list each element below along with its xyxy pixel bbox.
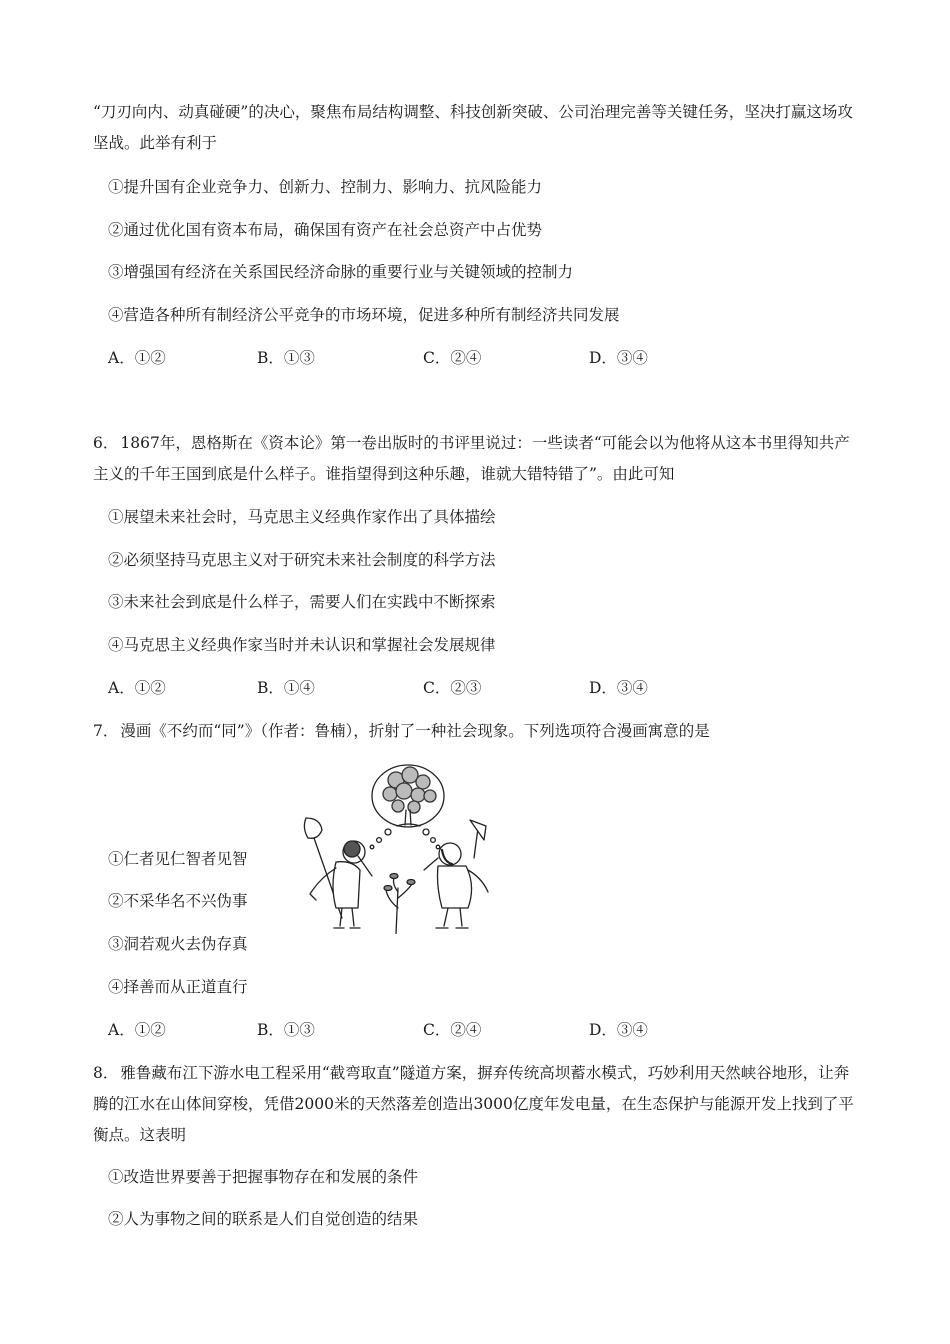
q6-answer-a[interactable]: A．①②	[108, 679, 166, 697]
q6-number: 6．	[93, 434, 119, 452]
q5-answer-d[interactable]: D．③④	[589, 349, 648, 367]
cartoon-illustration	[292, 758, 500, 934]
q5-stem: “刀刃向内、动真碰硬”的决心，聚焦布局结构调整、科技创新突破、公司治理完善等关键任务，坚决打赢这场攻坚战。此举有利于	[93, 103, 853, 152]
q5-answer-a[interactable]: A．①②	[108, 349, 166, 367]
q7-answer-d[interactable]: D．③④	[589, 1021, 648, 1039]
q5-option-2: ②通过优化国有资本布局，确保国有资产在社会总资产中占优势	[108, 221, 543, 239]
q7-option-4: ④择善而从正道直行	[108, 978, 248, 996]
q5-option-4: ④营造各种所有制经济公平竞争的市场环境，促进多种所有制经济共同发展	[108, 306, 620, 324]
q7-stem	[93, 720, 710, 742]
q5-option-3: ③增强国有经济在关系国民经济命脉的重要行业与关键领域的控制力	[108, 263, 574, 281]
q6-answer-b[interactable]: B．①④	[257, 679, 315, 697]
q7-option-1: ①仁者见仁智者见智	[108, 850, 248, 868]
q8-stem-text: 雅鲁藏布江下游水电工程采用“截弯取直”隧道方案，摒弃传统高坝蓄水模式，巧妙利用天然峡谷地形，让奔腾的江水在山体间穿梭，凭借2000米的天然落差创造出3000亿度年发电量，在生态保护与能源开发上找到了平衡点。这表明	[93, 1064, 854, 1144]
q6-option-4: ④马克思主义经典作家当时并未认识和掌握社会发展规律	[108, 636, 496, 654]
q6-stem	[93, 428, 863, 490]
q6-answer-c[interactable]: C．②③	[423, 679, 482, 697]
q5-answer-c[interactable]: C．②④	[423, 349, 482, 367]
q7-answer-b[interactable]: B．①③	[257, 1021, 315, 1039]
q6-option-1: ①展望未来社会时，马克思主义经典作家作出了具体描绘	[108, 508, 496, 526]
q7-answer-c[interactable]: C．②④	[423, 1021, 482, 1039]
q8-stem	[93, 1058, 863, 1151]
q8-number: 8．	[93, 1064, 119, 1082]
q6-option-3: ③未来社会到底是什么样子，需要人们在实践中不断探索	[108, 593, 496, 611]
q7-stem-text: 漫画《不约而“同”》（作者：鲁楠），折射了一种社会现象。下列选项符合漫画寓意的是	[120, 722, 710, 740]
q6-answer-d[interactable]: D．③④	[589, 679, 648, 697]
q6-stem-text: 1867年，恩格斯在《资本论》第一卷出版时的书评里说过：一些读者“可能会以为他将从这本书里得知共产主义的千年王国到底是什么样子。谁指望得到这种乐趣，谁就大错特错了”。由此可知	[93, 434, 850, 483]
q7-answer-a[interactable]: A．①②	[108, 1021, 166, 1039]
q8-option-1: ①改造世界要善于把握事物存在和发展的条件	[108, 1168, 419, 1186]
q7-number: 7．	[93, 722, 119, 740]
q6-option-2: ②必须坚持马克思主义对于研究未来社会制度的科学方法	[108, 551, 496, 569]
q5-option-1: ①提升国有企业竞争力、创新力、控制力、影响力、抗风险能力	[108, 178, 543, 196]
q5-answer-b[interactable]: B．①③	[257, 349, 315, 367]
q7-option-2: ②不采华名不兴伪事	[108, 892, 248, 910]
q8-option-2: ②人为事物之间的联系是人们自觉创造的结果	[108, 1210, 419, 1228]
q7-option-3: ③洞若观火去伪存真	[108, 935, 248, 953]
